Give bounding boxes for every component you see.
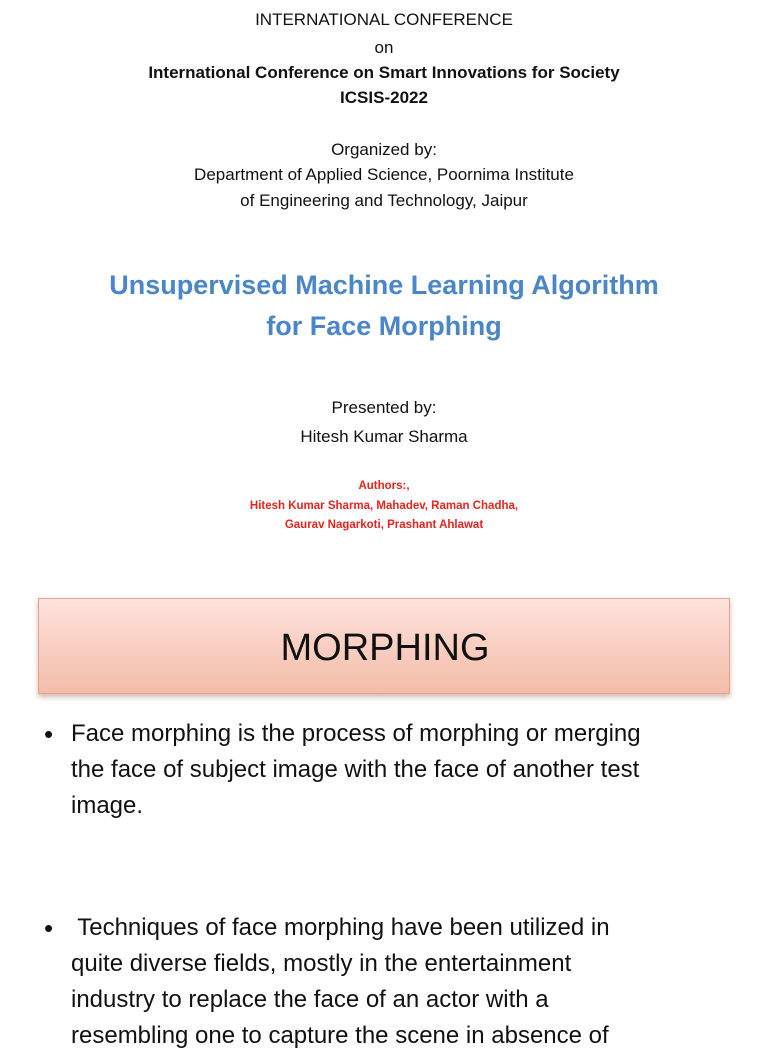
- organized-label: Organized by:: [331, 140, 437, 159]
- bullet-2-line-3: industry to replace the face of an actor with a: [71, 986, 549, 1013]
- bullet-2-line-2: quite diverse fields, mostly in the entertainment: [71, 950, 572, 977]
- paper-title-line-1: Unsupervised Machine Learning Algorithm: [109, 270, 659, 300]
- section-heading: MORPHING: [280, 627, 490, 669]
- conference-label: INTERNATIONAL CONFERENCE: [255, 10, 513, 29]
- bullet-1-line-3: image.: [71, 792, 144, 819]
- authors-label: Authors:,: [358, 480, 410, 492]
- paper-title-line-2: for Face Morphing: [266, 311, 502, 341]
- authors-line-1: Hitesh Kumar Sharma, Mahadev, Raman Chadha,: [249, 500, 519, 512]
- bullet-1-line-1: Face morphing is the process of morphing or merging: [71, 720, 641, 747]
- organizer-line-2: of Engineering and Technology, Jaipur: [240, 191, 528, 210]
- presented-label: Presented by:: [331, 398, 437, 417]
- bullet-2-line-1: Techniques of face morphing have been utilized in: [71, 914, 610, 941]
- section-heading-banner: [38, 598, 730, 694]
- bullet-dot-2: •: [44, 913, 54, 943]
- bullet-text-1: [71, 716, 751, 824]
- organizer-line-1: Department of Applied Science, Poornima Institute: [194, 165, 574, 184]
- bullet-2-line-4: resembling one to capture the scene in absence of: [71, 1022, 609, 1049]
- conference-name: International Conference on Smart Innovations for Society: [148, 63, 620, 82]
- conference-code: ICSIS-2022: [340, 88, 428, 107]
- bullet-dot-1: •: [44, 719, 54, 749]
- bullet-1-line-2: the face of subject image with the face of another test: [71, 756, 640, 783]
- authors-line-2: Gaurav Nagarkoti, Prashant Ahlawat: [284, 519, 484, 531]
- bullet-text-2: [71, 910, 751, 1054]
- presenter-name: Hitesh Kumar Sharma: [300, 427, 468, 446]
- on-label: on: [374, 38, 394, 57]
